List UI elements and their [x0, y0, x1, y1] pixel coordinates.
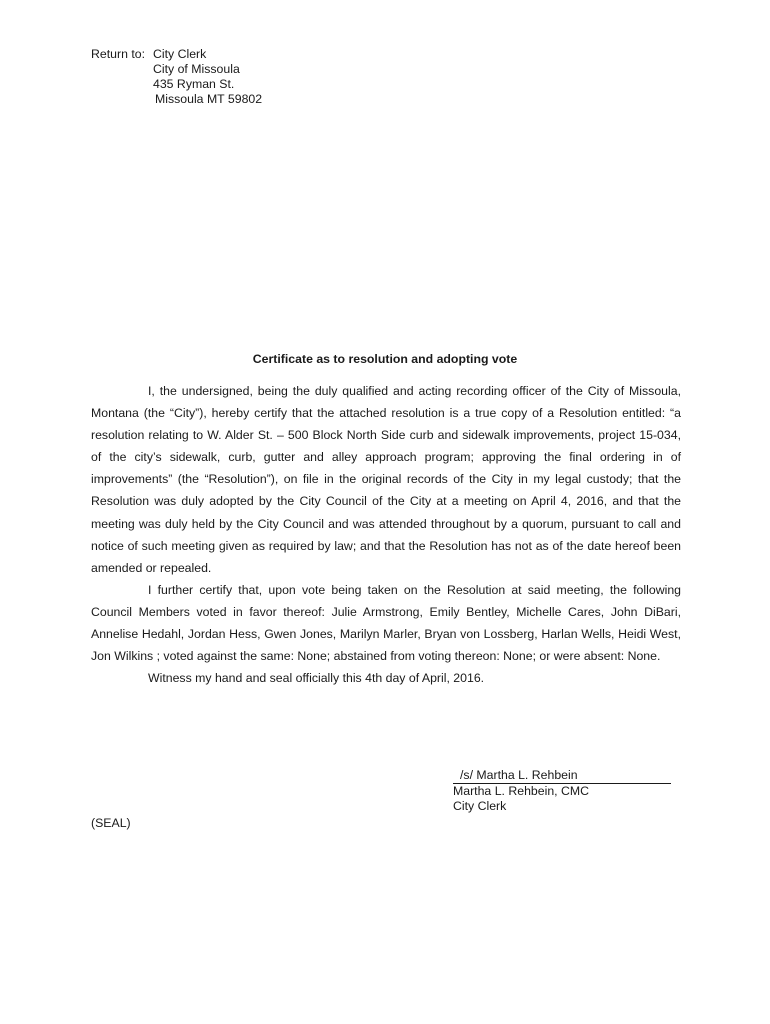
return-address-block	[91, 47, 262, 107]
vote-paragraph: I further certify that, upon vote being taken on the Resolution at said meeting, the following Council Members voted in favor thereof: Julie Armstrong, Emily Bentley, Michelle Cares, John DiBari, Annelise Hedahl, Jordan Hess, Gwen Jones, Marilyn Marler, Bryan von Lossberg, Harlan Wells, Heidi West, Jon Wilkins ; voted against the same: None; abstained from voting thereon: None; or were absent: None.	[91, 582, 681, 664]
document-title: Certificate as to resolution and adopting vote	[252, 352, 518, 366]
signature-block	[453, 768, 671, 814]
signature-line: /s/ Martha L. Rehbein	[453, 768, 671, 784]
certification-paragraph: I, the undersigned, being the duly qualified and acting recording officer of the City of Missoula, Montana (the “City”), hereby certify that the attached resolution is a true copy of a Resolution entitled: “a resolution relating to W. Alder St. – 500 Block North Side curb and sidewalk improvements, project 15-034, of the city’s sidewalk, curb, gutter and alley approach program; approving the final ordering in of improvements” (the “Resolution”), on file in the original records of the City in my legal custody; that the Resolution was duly adopted by the City Council of the City at a meeting on April 4, 2016, and that the meeting was duly held by the City Council and was attended throughout by a quorum, pursuant to call and notice of such meeting given as required by law; and that the Resolution has not as of the date hereof been amended or repealed.	[91, 384, 681, 575]
return-to-label: Return to:	[91, 47, 145, 61]
seal-placeholder: (SEAL)	[91, 816, 131, 830]
return-address-line: City of Missoula	[153, 62, 240, 76]
certificate-body	[91, 380, 681, 689]
return-address-line: City Clerk	[153, 47, 207, 61]
signer-name: Martha L. Rehbein, CMC	[453, 784, 590, 798]
witness-paragraph: Witness my hand and seal officially this 4th day of April, 2016.	[148, 671, 485, 686]
return-address-line: Missoula MT 59802	[155, 92, 263, 106]
signer-role: City Clerk	[453, 799, 507, 813]
return-address-line: 435 Ryman St.	[153, 77, 235, 91]
